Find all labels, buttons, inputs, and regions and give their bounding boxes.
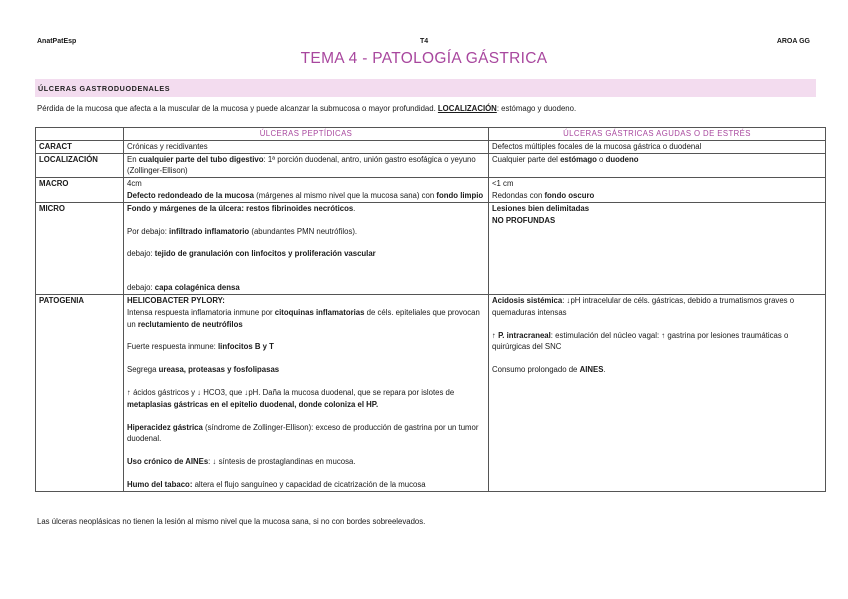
- pato-tobacco-line: [127, 479, 485, 491]
- intro-text: Pérdida de la mucosa que afecta a la muscular de la mucosa y puede alcanzar la submucosa o mayor profundidad.: [37, 104, 438, 113]
- micro-stress-bold-b: NO PROFUNDAS: [492, 215, 556, 225]
- row-label-micro: MICRO: [36, 202, 124, 294]
- column-header-stress: ÚLCERAS GÁSTRICAS AGUDAS O DE ESTRÉS: [489, 128, 826, 141]
- pato-immune-line: [127, 341, 485, 353]
- cell-localizacion-peptic: [124, 153, 489, 178]
- table-row-macro: [36, 178, 826, 203]
- header-subject: AnatPatEsp: [37, 38, 77, 45]
- table-row-localizacion: [36, 153, 826, 178]
- loc-stress-text-b: o: [596, 154, 606, 164]
- macro-peptic-bold-b: fondo limpio: [436, 190, 484, 200]
- intro-location-text: : estómago y duodeno.: [496, 104, 577, 113]
- loc-stress-bold-b: duodeno: [605, 154, 639, 164]
- pato-hp-bold-1: citoquinas inflamatorias: [274, 307, 365, 317]
- cell-micro-stress: [489, 202, 826, 294]
- row-label-caract: CARACT: [36, 140, 124, 153]
- pato-stress-aines-bold: AINES: [579, 365, 604, 375]
- pato-acid-bold: metaplasias gástricas en el epitelio duodenal, donde coloniza el HP.: [127, 399, 379, 409]
- footnote: Las úlceras neoplásicas no tienen la lesión al mismo nivel que la mucosa sana, si no con bordes sobreelevados.: [37, 517, 426, 526]
- pato-urease-bold: ureasa, proteasas y fosfolipasas: [158, 365, 280, 375]
- pato-tobacco-text: altera el flujo sanguíneo y capacidad de cicatrización de la mucosa: [192, 479, 426, 489]
- micro-peptic-line-a: [127, 203, 485, 215]
- micro-peptic-bold-c: tejido de granulación con linfocitos y proliferación vascular: [154, 249, 376, 259]
- loc-stress-text-a: Cualquier parte del: [492, 154, 561, 164]
- loc-stress-bold-a: estómago: [560, 154, 597, 164]
- macro-stress-text: Redondas con: [492, 190, 545, 200]
- pato-hp-title-line: [127, 295, 485, 307]
- pato-hyperacidity-bold: Hiperacidez gástrica: [127, 422, 203, 432]
- pato-immune-text: Fuerte respuesta inmune:: [127, 342, 219, 352]
- cell-macro-stress: [489, 178, 826, 203]
- cell-caract-peptic: Crónicas y recidivantes: [124, 140, 489, 153]
- pato-acid-text: ↑ ácidos gástricos y ↓ HCO3, que ↓pH. Daña la mucosa duodenal, que se repara por islotes de: [127, 387, 455, 397]
- cell-patogenia-peptic: [124, 294, 489, 491]
- micro-stress-line-b: [492, 215, 822, 227]
- micro-peptic-line-b: [127, 226, 485, 238]
- pato-hp-bold-2: reclutamiento de neutrófilos: [137, 319, 243, 329]
- micro-peptic-bold-a: Fondo y márgenes de la úlcera: restos fibrinoides necróticos: [127, 203, 354, 213]
- macro-peptic-text: (márgenes al mismo nivel que la mucosa sana) con: [253, 190, 437, 200]
- macro-peptic-size: 4cm: [127, 179, 142, 189]
- pato-stress-aines-text: Consumo prolongado de: [492, 365, 580, 375]
- micro-peptic-text-b1: Por debajo:: [127, 226, 170, 236]
- pato-immune-bold: linfocitos B y T: [218, 342, 274, 352]
- micro-peptic-text-b3: (abundantes PMN neutrófilos).: [249, 226, 358, 236]
- macro-stress-size: <1 cm: [492, 179, 514, 189]
- pato-aines-line: [127, 456, 485, 468]
- table-row-caract: [36, 140, 826, 153]
- table-row-patogenia: [36, 294, 826, 491]
- page-title: TEMA 4 - PATOLOGÍA GÁSTRICA: [300, 50, 548, 67]
- micro-peptic-period: .: [353, 203, 356, 213]
- micro-peptic-line-d: [127, 282, 485, 294]
- intro-paragraph: [37, 104, 576, 113]
- micro-peptic-bold-d: capa colagénica densa: [154, 283, 240, 293]
- header-topic: T4: [420, 38, 429, 45]
- cell-patogenia-stress: [489, 294, 826, 491]
- pato-urease-text: Segrega: [127, 365, 159, 375]
- micro-peptic-text-d1: debajo:: [127, 283, 155, 293]
- pato-hp-title: HELICOBACTER PYLORY:: [127, 295, 225, 305]
- row-label-localizacion: LOCALIZACIÓN: [36, 153, 124, 178]
- macro-peptic-desc: [127, 190, 485, 202]
- loc-peptic-text-b: : 1ª porción duodenal, antro, unión gastro esofágica o yeyuno (Zollinger-Ellison): [127, 154, 476, 176]
- pato-stress-acidosis-bold: Acidosis sistémica: [492, 295, 563, 305]
- table-header-row: [36, 128, 826, 141]
- pato-tobacco-bold: Humo del tabaco:: [127, 479, 193, 489]
- pato-aines-bold: Uso crónico de AINEs: [127, 457, 209, 467]
- pato-stress-acidosis-text: : ↓pH intracelular de céls. gástricas, debido a trumatismos graves o quemaduras intensas: [492, 295, 795, 317]
- section-title: ÚLCERAS GASTRODUODENALES: [38, 84, 171, 93]
- macro-peptic-bold-a: Defecto redondeado de la mucosa: [127, 190, 254, 200]
- loc-peptic-text-a: En: [127, 154, 139, 164]
- pato-hp-text-1: Intensa respuesta inflamatoria inmune por: [127, 307, 275, 317]
- row-label-patogenia: PATOGENIA: [36, 294, 124, 491]
- micro-peptic-text-c1: debajo:: [127, 249, 155, 259]
- pato-stress-pic-text: : estimulación del núcleo vagal: ↑ gastrina por lesiones traumáticas o quirúrgicas del SNC: [492, 330, 789, 352]
- pato-hp-paragraph: [127, 307, 485, 331]
- pato-stress-aines-period: .: [603, 365, 606, 375]
- pato-urease-line: [127, 364, 485, 376]
- header-empty-cell: [36, 128, 124, 141]
- pato-hyperacidity-text: (síndrome de Zollinger-Ellison): exceso de producción de gastrina por un tumor duodenal.: [127, 422, 479, 444]
- micro-peptic-bold-b: infiltrado inflamatorio: [169, 226, 250, 236]
- comparison-table: [35, 127, 826, 492]
- pato-hyperacidity-paragraph: [127, 422, 485, 446]
- micro-stress-bold-a: Lesiones bien delimitadas: [492, 203, 590, 213]
- table-row-micro: [36, 202, 826, 294]
- pato-acid-paragraph: [127, 387, 485, 411]
- loc-peptic-bold: cualquier parte del tubo digestivo: [138, 154, 264, 164]
- cell-caract-stress: Defectos múltiples focales de la mucosa gástrica o duodenal: [489, 140, 826, 153]
- micro-stress-line-a: [492, 203, 822, 215]
- row-label-macro: MACRO: [36, 178, 124, 203]
- pato-stress-aines: [492, 364, 822, 376]
- pato-stress-acidosis: [492, 295, 822, 319]
- intro-location-label: LOCALIZACIÓN: [437, 104, 497, 113]
- section-header: [35, 79, 816, 97]
- header-author: AROA GG: [776, 38, 810, 45]
- macro-stress-desc: [492, 190, 822, 202]
- cell-macro-peptic: [124, 178, 489, 203]
- macro-stress-bold: fondo oscuro: [544, 190, 595, 200]
- pato-aines-text: : ↓ síntesis de prostaglandinas en mucosa.: [208, 457, 356, 467]
- pato-hp-text-2: de céls. epiteliales que provocan un: [127, 307, 480, 329]
- column-header-peptic: ÚLCERAS PEPTÍDICAS: [124, 128, 489, 141]
- pato-stress-pic: [492, 330, 822, 354]
- cell-localizacion-stress: [489, 153, 826, 178]
- pato-stress-pic-bold: ↑ P. intracraneal: [492, 330, 551, 340]
- cell-micro-peptic: [124, 202, 489, 294]
- micro-peptic-line-c: [127, 248, 485, 260]
